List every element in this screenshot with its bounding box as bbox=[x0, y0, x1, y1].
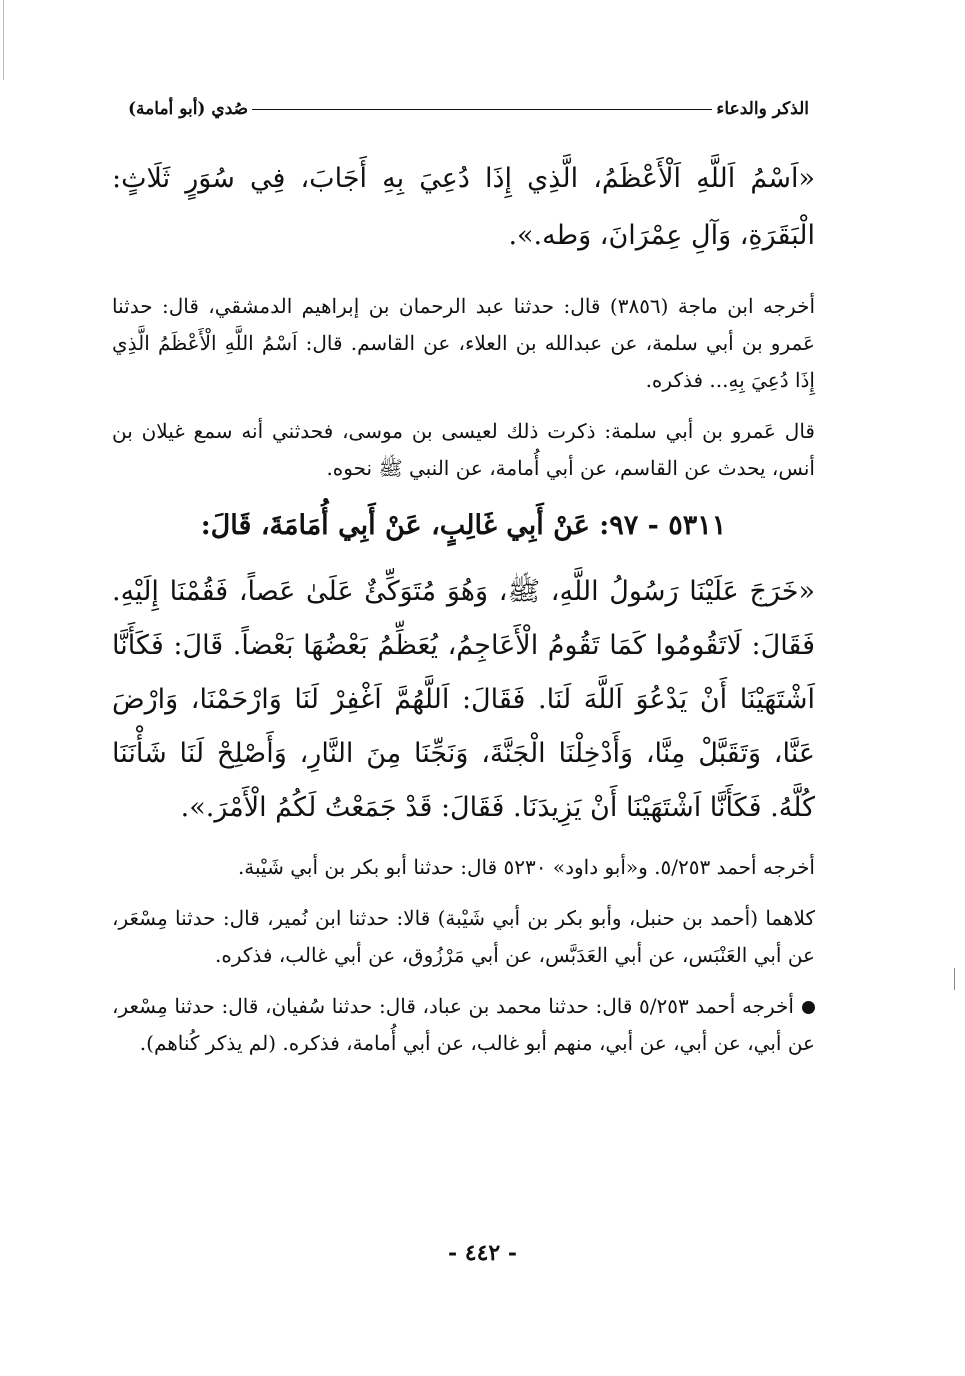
source-ahmad-bullet bbox=[112, 988, 815, 1062]
header-rule bbox=[252, 109, 712, 110]
source-ibn-majah: أخرجه ابن ماجة (٣٨٥٦) قال: حدثنا عبد الرحمان بن إبراهيم الدمشقي، قال: حدثنا عَمرو بن أبي سلمة، عن عبدالله بن العلاء، عن القاسم. قال: اَسْمُ اللَّهِ الْأَعْظَمُ الَّذِي إِذَا دُعِيَ بِهِ... فذكره. bbox=[112, 294, 815, 392]
page-number: - ٤٤٢ - bbox=[447, 1240, 518, 1266]
scan-edge-line bbox=[3, 0, 4, 80]
source-ahmad-abudawud: أخرجه أحمد ٥/٢٥٣. و«أبو داود» ٥٢٣٠ قال: حدثنا أبو بكر بن أبي شَيْبة. bbox=[237, 855, 815, 879]
hadith-heading: ٥٣١١ - ٩٧: عَنْ أَبِي غَالِبٍ، عَنْ أَبِي أُمَامَةَ، قَالَ: bbox=[200, 510, 727, 541]
scan-mark bbox=[954, 968, 955, 990]
chapter-title: الذكر والدعاء bbox=[716, 99, 809, 119]
hadith-text-continued: «اَسْمُ اَللَّهِ اَلْأَعْظَمُ، الَّذِي إِذَا دُعِيَ بِهِ أَجَابَ، فِي سُوَرٍ ثَلَاثٍ: الْبَقَرَةِ، وَآلِ عِمْرَانَ، وَطه.». bbox=[112, 163, 815, 251]
source-chain: كلاهما (أحمد بن حنبل، وأبو بكر بن أبي شَيْبة) قالا: حدثنا ابن نُمير، قال: حدثنا مِسْعَر، عن أبي العَنْبَس، عن أبي العَدَبَّس، عن أبي مَرْزُوق، عن أبي غالب، فذكره. bbox=[112, 906, 815, 967]
book-title: صُدي (أبو أمامة) bbox=[128, 99, 249, 119]
page-body bbox=[112, 150, 815, 1076]
running-header bbox=[118, 92, 815, 126]
hadith-text: «خَرَجَ عَلَيْنَا رَسُولُ اللَّهِ، ﷺ، وَهُوَ مُتَوَكِّئٌ عَلَىٰ عَصاً، فَقُمْنَا إِلَيْهِ. فَقَالَ: لَاتَقُومُوا كَمَا تَقُومُ الْأَعَاجِمُ، يُعَظِّمُ بَعْضُهَا بَعْضاً. قَالَ: فَكَأَنَّا اَشْتَهَيْنَا أَنْ يَدْعُوَ اَللَّهَ لَنَا. فَقَالَ: اَللَّهُمَّ اَغْفِرْ لَنَا وَارْحَمْنَا، وَارْضَ عَنَّا، وَتَقَبَّلْ مِنَّا، وَأَدْخِلْنَا الْجَنَّةَ، وَنَجِّنَا مِنَ النَّارِ، وَأَصْلِحْ لَنَا شَأْنَنَا كُلَّهُ. فَكَأَنَّا اَشْتَهَيْنَا أَنْ يَزِيدَنَا. فَقَالَ: قَدْ جَمَعْتُ لَكُمُ الْأَمْرَ.». bbox=[112, 576, 815, 823]
source-note-amr: قال عَمرو بن أبي سلمة: ذكرت ذلك لعيسى بن موسى، فحدثني أنه سمع غيلان بن أنس، يحدث عن القاسم، عن أبي أُمامة، عن النبي ﷺ نحوه. bbox=[112, 419, 815, 480]
bullet-icon bbox=[802, 1001, 815, 1014]
source-ahmad-text: أخرجه أحمد ٥/٢٥٣ قال: حدثنا محمد بن عباد، قال: حدثنا سُفيان، قال: حدثنا مِسْعر، عن أبي، عن أبي، عن أبي، منهم أبو غالب، عن أبي أُمامة، فذكره. (لم يذكر كُناهم). bbox=[112, 994, 815, 1055]
